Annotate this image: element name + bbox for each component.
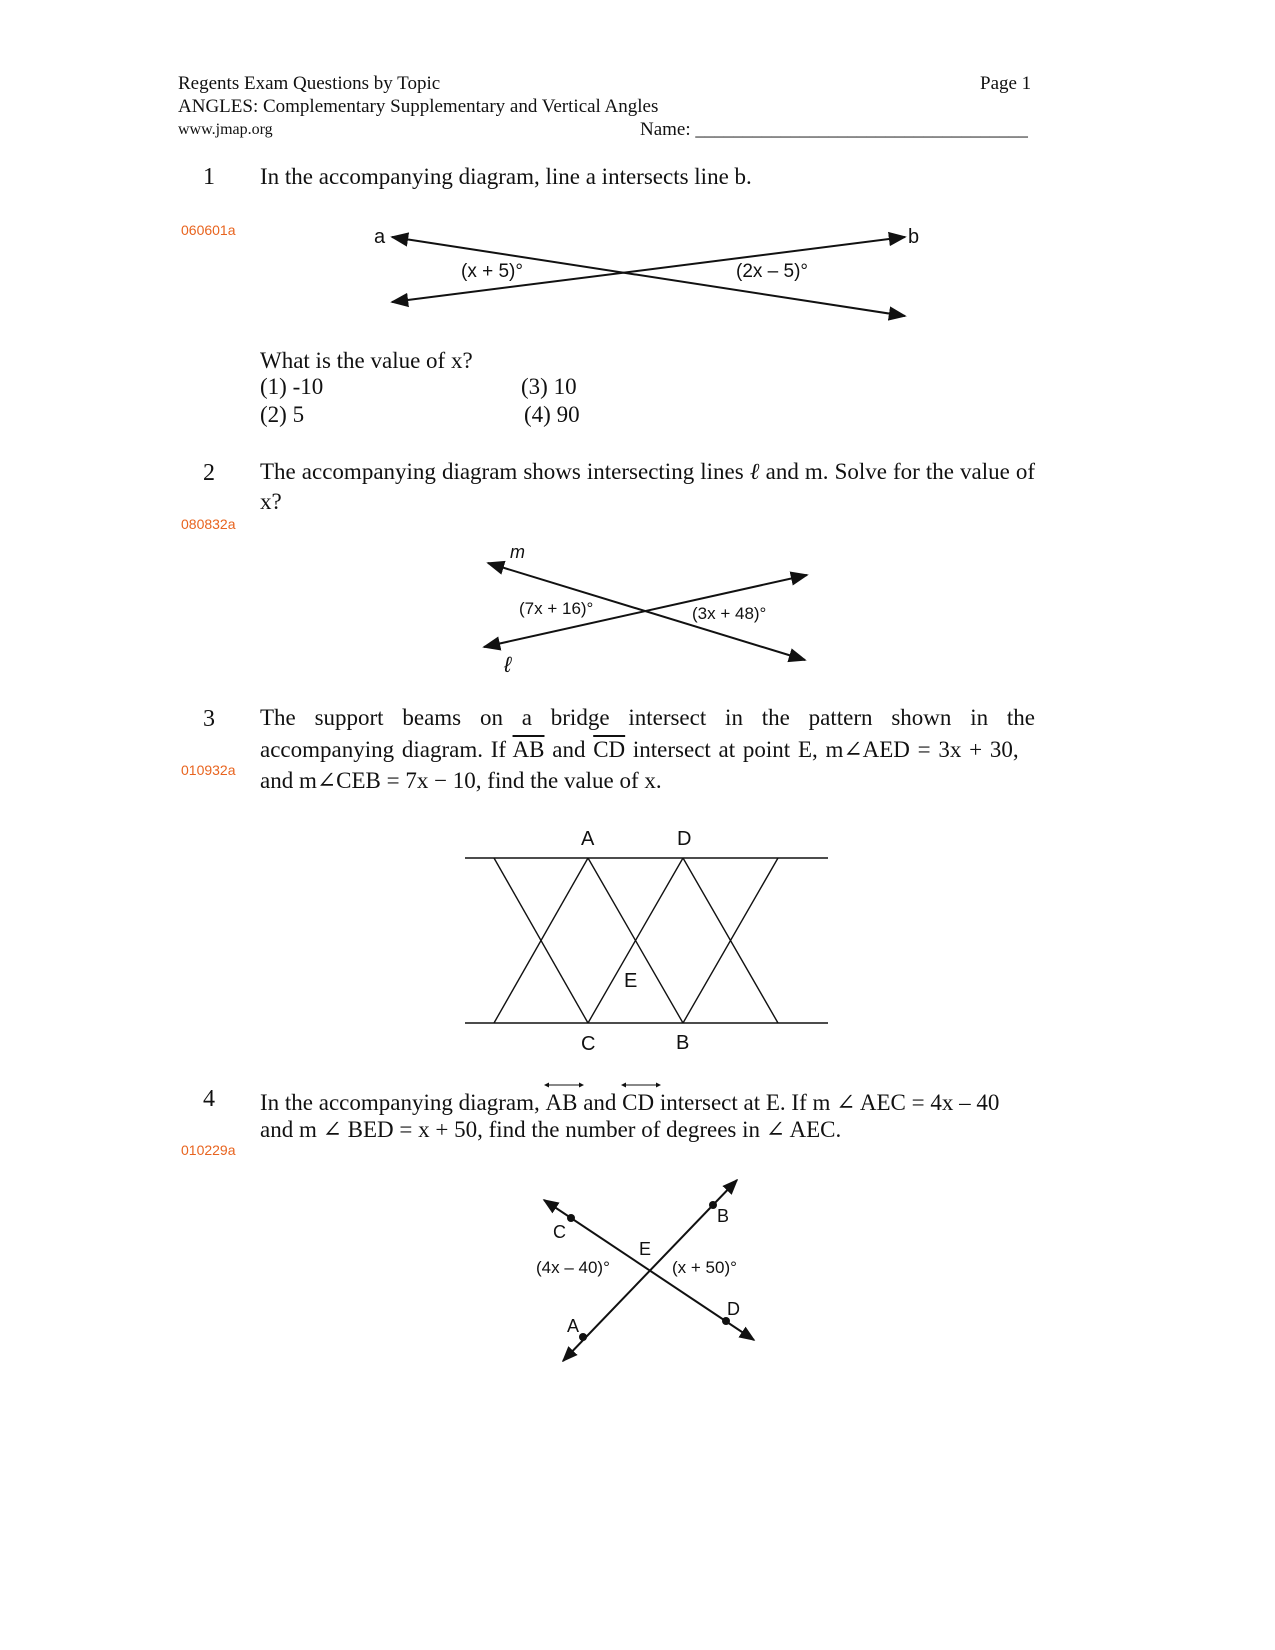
question-3-number: 3 (203, 706, 215, 732)
question-3-text-line1: The support beams on a bridge intersect in the pattern shown in the (260, 705, 1035, 730)
angle-label-right: (3x + 48)° (692, 604, 767, 623)
point-b (709, 1201, 717, 1209)
question-3-text-line3: and m∠CEB = 7x − 10, find the value of x. (260, 768, 662, 793)
label-m: m (510, 542, 525, 562)
angle-label-left: (x + 5)° (461, 261, 523, 282)
label-c: C (553, 1222, 566, 1242)
question-2-diagram (470, 535, 830, 685)
label-d: D (727, 1299, 740, 1319)
question-4-diagram (520, 1170, 780, 1370)
label-e: E (624, 970, 638, 992)
header-title: Regents Exam Questions by Topic (178, 73, 441, 94)
question-2-id: 080832a (181, 516, 236, 532)
question-1-text: In the accompanying diagram, line a intersects line b. (260, 164, 752, 189)
question-3-id: 010932a (181, 762, 236, 778)
label-b: b (908, 226, 920, 248)
question-4-text-line1: In the accompanying diagram, AB and CD intersect at E. If m ∠ AEC = 4x – 40 (260, 1088, 999, 1118)
question-4-number: 4 (203, 1086, 215, 1112)
page-number: Page 1 (980, 73, 1032, 94)
label-l: ℓ (504, 652, 512, 677)
question-1-id: 060601a (181, 222, 236, 238)
question-3-diagram (460, 820, 840, 1060)
question-2-number: 2 (203, 460, 215, 486)
angle-label-right: (2x – 5)° (736, 261, 809, 282)
label-b: B (676, 1032, 690, 1054)
angle-label-left: (7x + 16)° (519, 599, 594, 618)
question-4-id: 010229a (181, 1142, 236, 1158)
segment-cd: $\overline{CD}$ (593, 737, 626, 762)
choice-1: (1) -10 (260, 374, 324, 399)
angle-label-right: (x + 50)° (672, 1258, 737, 1277)
point-c (567, 1214, 575, 1222)
choice-2: (2) 5 (260, 402, 305, 427)
header-site: www.jmap.org (178, 121, 273, 138)
line-ab-notation: AB (545, 1088, 577, 1118)
name-field (640, 118, 1028, 141)
label-d: D (677, 828, 692, 850)
question-1-diagram (370, 218, 930, 328)
name-blank: ___________________________________ (695, 119, 1028, 140)
ell-symbol: ℓ (749, 459, 760, 484)
question-1-number: 1 (203, 164, 215, 190)
point-a (579, 1333, 587, 1341)
label-a: a (374, 226, 386, 248)
label-a: A (581, 828, 595, 850)
question-3-text-line2: accompanying diagram. If $\overline{AB}$ and $\overline{CD}$ intersect at point E, m∠AED = 3x + 30, (260, 737, 1019, 762)
question-1-prompt: What is the value of x? (260, 348, 473, 373)
segment-ab: $\overline{AB}$ (512, 737, 545, 762)
header-subtitle: ANGLES: Complementary Supplementary and Vertical Angles (178, 96, 659, 117)
angle-label-left: (4x – 40)° (536, 1258, 610, 1277)
question-4-text-line2: and m ∠ BED = x + 50, find the number of degrees in ∠ AEC. (260, 1117, 842, 1142)
label-a: A (567, 1316, 580, 1336)
line-cd-notation: CD (622, 1088, 654, 1118)
label-e: E (639, 1239, 652, 1259)
label-b: B (717, 1206, 730, 1226)
name-label: Name: (640, 119, 691, 140)
choice-3: (3) 10 (521, 374, 577, 399)
label-c: C (581, 1033, 596, 1055)
choice-4: (4) 90 (524, 402, 580, 427)
question-2-text-line1: The accompanying diagram shows intersecting lines ℓ and m. Solve for the value of x? (260, 459, 1035, 514)
